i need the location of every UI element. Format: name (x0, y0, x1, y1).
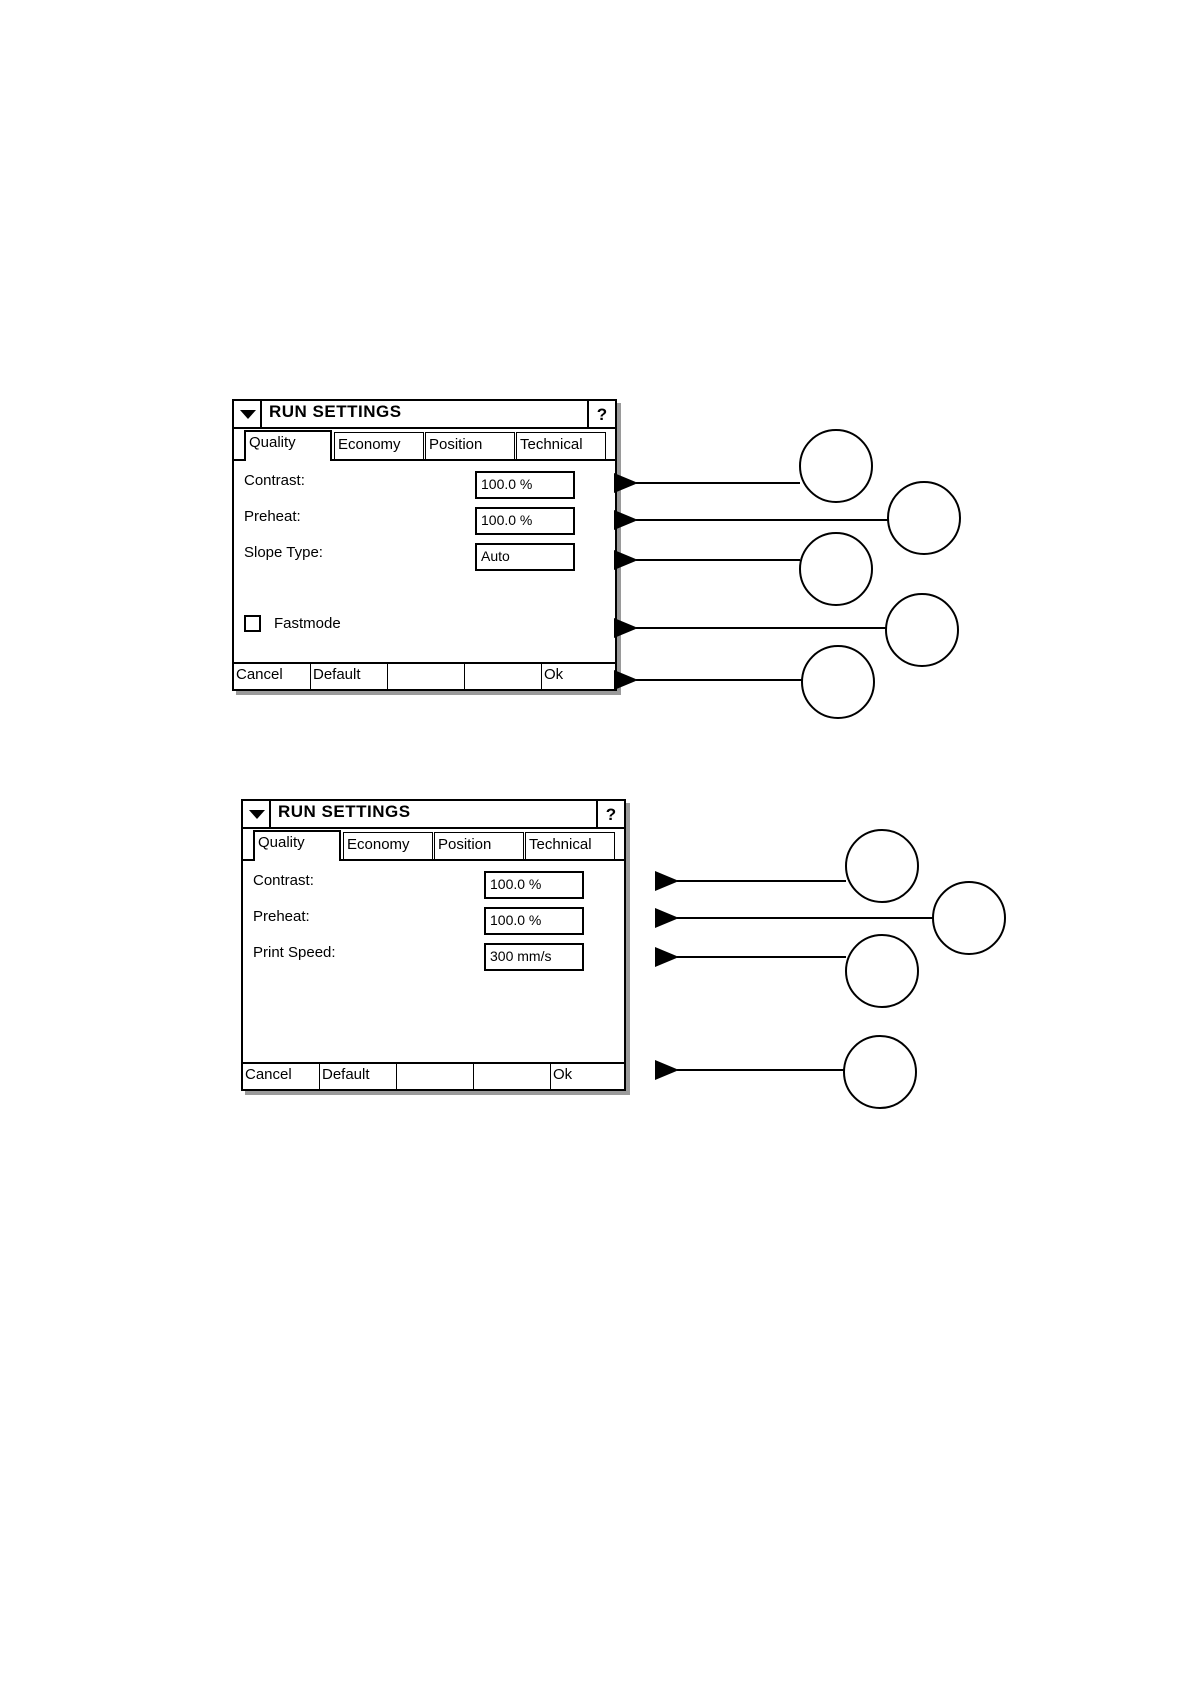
callout-circle (800, 430, 872, 502)
tab-quality[interactable]: Quality (253, 830, 341, 861)
print-speed-label: Print Speed: (253, 944, 336, 961)
callout-circle (886, 594, 958, 666)
contrast-label: Contrast: (253, 872, 314, 889)
dialog-title: RUN SETTINGS (278, 802, 411, 821)
default-button[interactable]: Default (311, 664, 388, 689)
dialog-title: RUN SETTINGS (269, 402, 402, 421)
tab-technical[interactable]: Technical (525, 832, 615, 859)
preheat-field[interactable]: 100.0 % (475, 507, 575, 535)
contrast-label: Contrast: (244, 472, 305, 489)
print-speed-field[interactable]: 300 mm/s (484, 943, 584, 971)
cancel-button[interactable]: Cancel (234, 664, 311, 689)
help-button[interactable]: ? (596, 801, 624, 827)
tab-position[interactable]: Position (434, 832, 524, 859)
callout-circle (802, 646, 874, 718)
slope-type-field[interactable]: Auto (475, 543, 575, 571)
tab-position[interactable]: Position (425, 432, 515, 459)
callout-circle (933, 882, 1005, 954)
preheat-field[interactable]: 100.0 % (484, 907, 584, 935)
cancel-button[interactable]: Cancel (243, 1064, 320, 1089)
preheat-label: Preheat: (244, 508, 301, 525)
contrast-field[interactable]: 100.0 % (475, 471, 575, 499)
callout-circle (846, 935, 918, 1007)
callout-circle (846, 830, 918, 902)
ok-button[interactable]: Ok (553, 1066, 573, 1083)
fastmode-label: Fastmode (274, 615, 341, 632)
default-button[interactable]: Default (320, 1064, 397, 1089)
callout-circle (888, 482, 960, 554)
ok-button[interactable]: Ok (544, 666, 564, 683)
callout-circle (844, 1036, 916, 1108)
tab-economy[interactable]: Economy (334, 432, 424, 459)
contrast-field[interactable]: 100.0 % (484, 871, 584, 899)
preheat-label: Preheat: (253, 908, 310, 925)
tab-quality[interactable]: Quality (244, 430, 332, 461)
callout-circle (800, 533, 872, 605)
tab-economy[interactable]: Economy (343, 832, 433, 859)
tab-technical[interactable]: Technical (516, 432, 606, 459)
help-button[interactable]: ? (587, 401, 615, 427)
slope-type-label: Slope Type: (244, 544, 323, 561)
